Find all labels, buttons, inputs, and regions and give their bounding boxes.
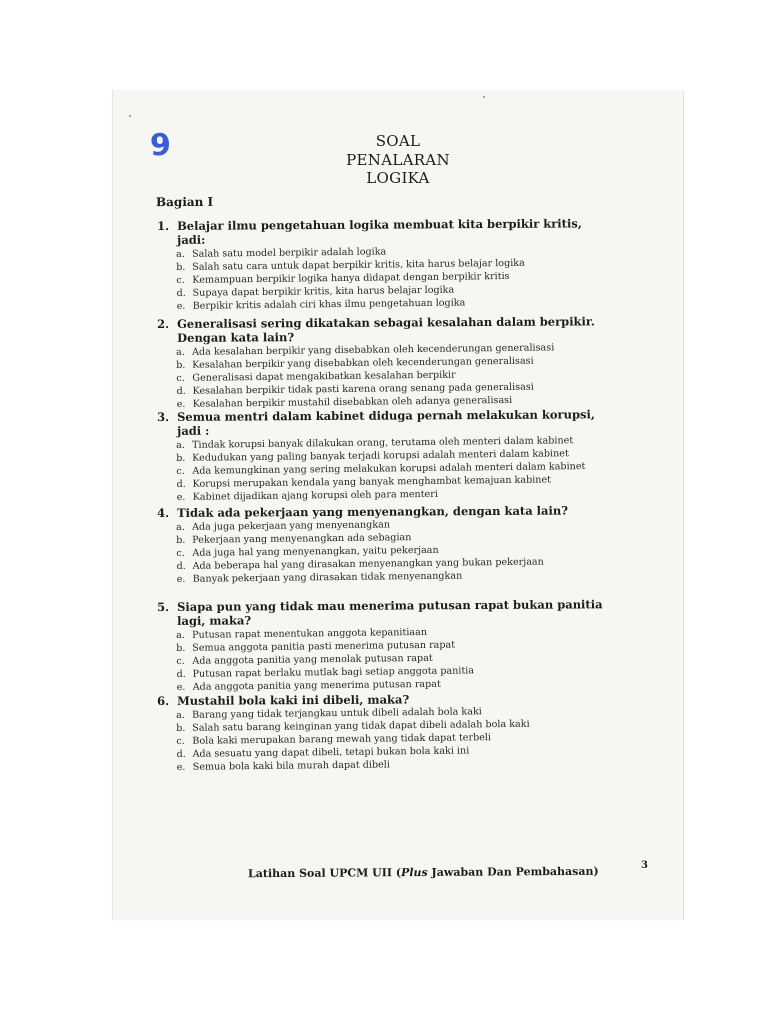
option-letter: b.: [176, 534, 186, 546]
question-2: [157, 314, 607, 411]
option-text: Supaya dapat berpikir kritis, kita harus belajar logika: [192, 284, 455, 299]
option-text: Kemampuan berpikir logika hanya didapat dengan berpikir kritis: [192, 270, 510, 286]
option-text: Kesalahan berpikir tidak pasti karena orang senang pada generalisasi: [192, 381, 534, 397]
option-text: Berpikir kritis adalah ciri khas ilmu pengetahuan logika: [192, 297, 466, 312]
option-text: Kesalahan berpikir mustahil disebabkan oleh adanya generalisasi: [192, 394, 513, 410]
option-text: Putusan rapat berlaku mutlak bagi setiap anggota panitia: [192, 665, 475, 680]
option-text: Barang yang tidak terjangkau untuk dibeli adalah bola kaki: [192, 706, 482, 721]
footer-emphasis: Plus: [401, 865, 428, 880]
option-letter: d.: [176, 668, 186, 680]
option-text: Bola kaki merupakan barang mewah yang tidak dapat terbeli: [192, 732, 492, 747]
option-letter: c.: [176, 547, 185, 559]
option-text: Salah satu barang keinginan yang tidak dapat dibeli adalah bola kaki: [192, 718, 530, 734]
option-letter: b.: [176, 722, 186, 734]
question-text: Generalisasi sering dikatakan sebagai kesalahan dalam berpikir. Dengan kata lain?: [176, 314, 595, 345]
option-text: Salah satu model berpikir adalah logika: [192, 246, 387, 260]
option-letter: d.: [176, 560, 186, 572]
question-number: 4.: [157, 505, 170, 520]
option-text: Ada sesuatu yang dapat dibeli, tetapi bukan bola kaki ini: [192, 745, 470, 760]
option-letter: b.: [176, 359, 186, 371]
page-footer: [248, 865, 599, 880]
question-number: 6.: [157, 693, 170, 708]
option-text: Pekerjaan yang menyenangkan ada sebagian: [192, 532, 412, 546]
question-5: [157, 597, 607, 694]
scan-speck: [483, 96, 485, 98]
footer-prefix: Latihan Soal UPCM UII (: [247, 866, 402, 881]
option-letter: a.: [176, 439, 185, 451]
option-letter: a.: [176, 629, 185, 641]
option-letter: d.: [176, 748, 186, 760]
question-stem: [157, 407, 607, 438]
scan-speck: [129, 115, 131, 117]
option-list: [176, 704, 608, 774]
question-6: [157, 694, 607, 774]
question-text: Mustahil bola kaki ini dibeli, maka?: [176, 692, 410, 708]
option-text: Ada kesalahan berpikir yang disebabkan oleh kecenderungan generalisasi: [192, 342, 555, 358]
option-letter: e.: [176, 573, 186, 585]
option-letter: e.: [176, 681, 186, 693]
question-text: Semua mentri dalam kabinet diduga pernah melakukan korupsi, jadi :: [176, 407, 595, 438]
question-1: [157, 216, 607, 313]
option-letter: a.: [176, 346, 185, 358]
option-text: Ada kemungkinan yang sering melakukan korupsi adalah menteri dalam kabinet: [192, 461, 586, 477]
option-letter: d.: [176, 385, 186, 397]
option-letter: c.: [176, 372, 185, 384]
document-subtitle: PENALARAN LOGIKA: [346, 151, 450, 187]
option-text: Kabinet dijadikan ajang korupsi oleh para menteri: [192, 488, 438, 503]
option-letter: d.: [176, 478, 186, 490]
option-text: Kesalahan berpikir yang disebabkan oleh kecenderungan generalisasi: [192, 355, 534, 371]
option-letter: e.: [176, 761, 186, 773]
option-letter: e.: [176, 300, 186, 312]
question-number: 3.: [157, 409, 170, 424]
option-text: Semua bola kaki bila murah dapat dibeli: [192, 759, 390, 773]
option-text: Putusan rapat menentukan anggota kepanitiaan: [192, 626, 428, 641]
question-stem: [157, 216, 607, 247]
option-text: Ada anggota panitia yang menerima putusan rapat: [192, 678, 441, 693]
option-letter: b.: [176, 261, 186, 273]
option-letter: a.: [176, 521, 185, 533]
option-text: Ada anggota panitia yang menolak putusan rapat: [192, 652, 433, 667]
option-letter: b.: [176, 452, 186, 464]
handwritten-mark: 9: [149, 127, 172, 164]
question-number: 5.: [157, 599, 170, 614]
option-list: [176, 516, 608, 586]
option-letter: e.: [176, 398, 186, 410]
option-letter: b.: [176, 642, 186, 654]
option-text: Tindak korupsi banyak dilakukan orang, terutama oleh menteri dalam kabinet: [192, 435, 574, 451]
option-list: [176, 243, 608, 313]
question-stem: [157, 314, 607, 345]
question-text: Tidak ada pekerjaan yang menyenangkan, dengan kata lain?: [176, 503, 568, 520]
option-text: Semua anggota panitia pasti menerima putusan rapat: [192, 639, 456, 654]
option-list: [176, 341, 608, 411]
option-text: Ada beberapa hal yang dirasakan menyenangkan yang bukan pekerjaan: [192, 556, 544, 572]
option-text: Kedudukan yang paling banyak terjadi korupsi adalah menteri dalam kabinet: [192, 448, 569, 464]
option-letter: d.: [176, 287, 186, 299]
option-letter: c.: [176, 655, 185, 667]
option-text: Ada juga pekerjaan yang menyenangkan: [192, 519, 391, 533]
option-text: Ada juga hal yang menyenangkan, yaitu pekerjaan: [192, 544, 439, 559]
option-list: [176, 434, 608, 504]
section-label: Bagian I: [155, 194, 214, 210]
question-number: 2.: [157, 316, 170, 331]
question-4: [157, 503, 607, 586]
document-title: SOAL: [375, 132, 421, 150]
option-list: [176, 624, 608, 694]
question-text: Belajar ilmu pengetahuan logika membuat kita berpikir kritis, jadi:: [176, 216, 582, 247]
option-text: Banyak pekerjaan yang dirasakan tidak menyenangkan: [192, 570, 463, 585]
option-text: Korupsi merupakan kendala yang banyak menghambat kemajuan kabinet: [192, 474, 552, 490]
question-stem: [157, 597, 607, 628]
footer-suffix: Jawaban Dan Pembahasan): [427, 864, 599, 879]
option-text: Salah satu cara untuk dapat berpikir kritis, kita harus belajar logika: [192, 257, 525, 273]
option-text: Generalisasi dapat mengakibatkan kesalahan berpikir: [192, 369, 456, 384]
option-letter: a.: [176, 709, 185, 721]
question-number: 1.: [157, 218, 170, 233]
option-letter: c.: [176, 274, 185, 286]
document-title-block: [318, 132, 478, 187]
option-letter: c.: [176, 735, 185, 747]
option-letter: e.: [176, 491, 186, 503]
page-number: 3: [641, 860, 648, 871]
option-letter: c.: [176, 465, 185, 477]
question-3: [157, 407, 607, 504]
question-text: Siapa pun yang tidak mau menerima putusan rapat bukan panitia lagi, maka?: [176, 597, 603, 628]
option-letter: a.: [176, 248, 185, 260]
